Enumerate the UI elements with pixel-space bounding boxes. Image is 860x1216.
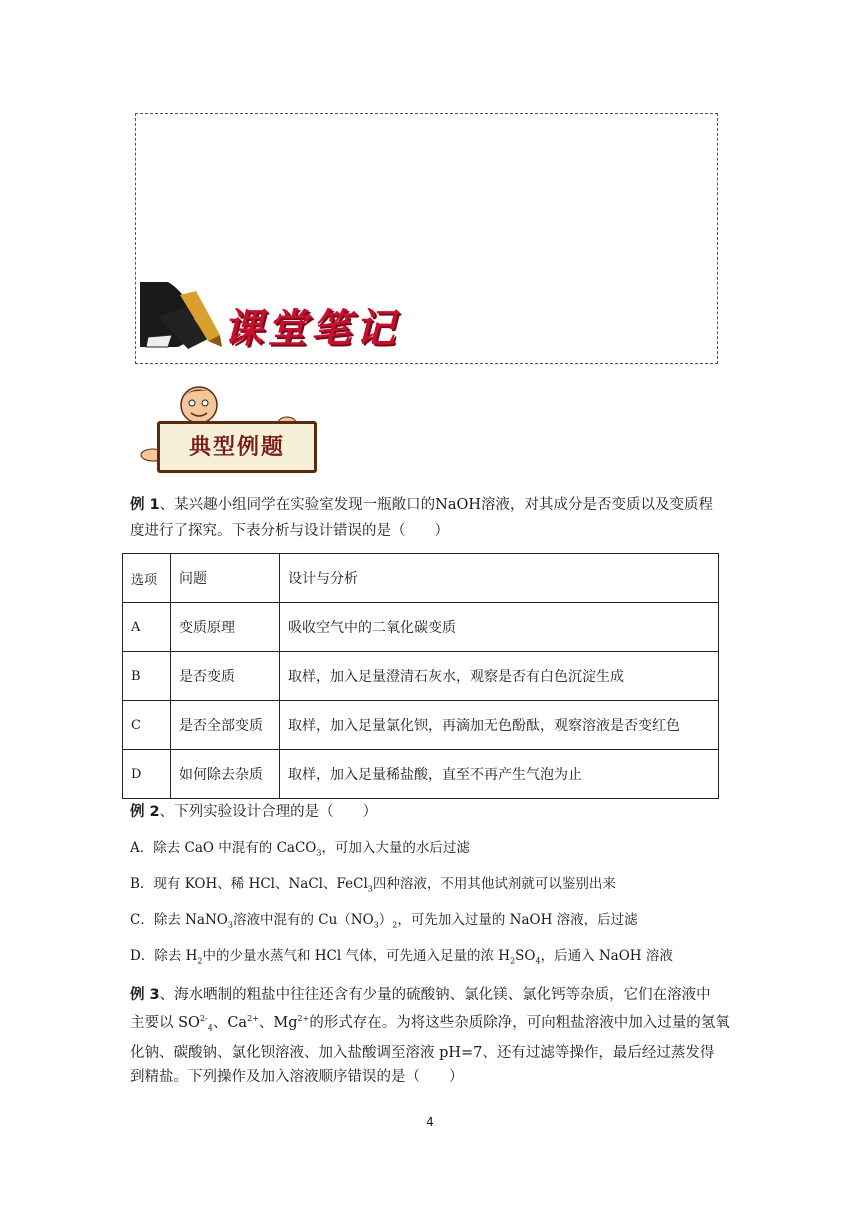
table-row [123,750,719,799]
q2-option-c: C．除去 NaNO$_3$溶液中混有的 $Cu(NO_3)_2$，可先加入过量的 NaOH 溶液，后过滤 [130,912,638,930]
table-cell: 是否全部变质 [171,701,280,750]
table-row [123,701,719,750]
notes-banner [138,277,418,362]
table-header-cell: 设计与分析 [280,554,719,603]
q1-line1: 、某兴趣小组同学在实验室发现一瓶敞口的NaOH溶液，对其成分是否变质以及变质程 [159,497,714,513]
page-number: 4 [426,1115,434,1129]
q3-label: 例 3 [130,987,160,1003]
table-cell: 吸收空气中的二氧化碳变质 [280,603,719,652]
q1-table [122,553,719,799]
table-cell: B [123,652,171,701]
table-cell: C [123,701,171,750]
q3-text: 例 3、海水晒制的粗盐中往往还含有少量的硫酸钠、氯化镁、氯化钙等杂质，它们在溶液中 主要以 $SO^{2-}_4$、$Ca^{2+}$、$Mg^{2+}$的形式存在。为将这些杂质除净，可向粗盐溶液中加入过量的氢氧 化钠、碳酸钠、氯化钡溶液、加入盐酸调至溶液 pH=7、还有过滤等操作，最后经过蒸发得 到精盐。下列操作及加入溶液顺序错误的是（ ） [130,987,730,1085]
table-cell: 取样，加入足量稀盐酸，直至不再产生气泡为止 [280,750,719,799]
q2-label: 例 2 [130,804,160,820]
table-cell: 取样，加入足量氯化钡，再滴加无色酚酞，观察溶液是否变红色 [280,701,719,750]
q2-option-a: A．除去 CaO 中混有的 CaCO$_3$，可加入大量的水后过滤 [130,840,470,858]
table-cell: 变质原理 [171,603,280,652]
q1-line2: 度进行了探究。下表分析与设计错误的是（ ） [130,523,449,539]
sign-board [157,421,317,473]
example-sign [137,383,322,478]
q2-option-b: B．现有 KOH、稀 HCl、NaCl、FeCl$_3$四种溶液，不用其他试剂就可以鉴别出来 [130,876,616,894]
table-cell: 如何除去杂质 [171,750,280,799]
table-row [123,652,719,701]
q1-text [130,492,730,544]
table-cell: D [123,750,171,799]
table-header-row [123,554,719,603]
table-cell: A [123,603,171,652]
table-cell: 取样，加入足量澄清石灰水，观察是否有白色沉淀生成 [280,652,719,701]
table-header-cell: 问题 [171,554,280,603]
table-row [123,603,719,652]
notes-title: 课堂笔记 [223,305,399,352]
sign-title: 典型例题 [188,434,285,460]
table-cell: 是否变质 [171,652,280,701]
q2-text [130,799,730,825]
table-header-cell: 选项 [123,554,171,603]
q2-option-d: D．除去 $H_2$中的少量水蒸气和 HCl 气体，可先通入足量的浓 $H_2SO_4$，后通入 NaOH 溶液 [130,948,673,966]
pen-illustration-icon [138,277,228,357]
q2-stem: 、下列实验设计合理的是（ ） [159,804,378,820]
q1-label: 例 1 [130,497,160,513]
